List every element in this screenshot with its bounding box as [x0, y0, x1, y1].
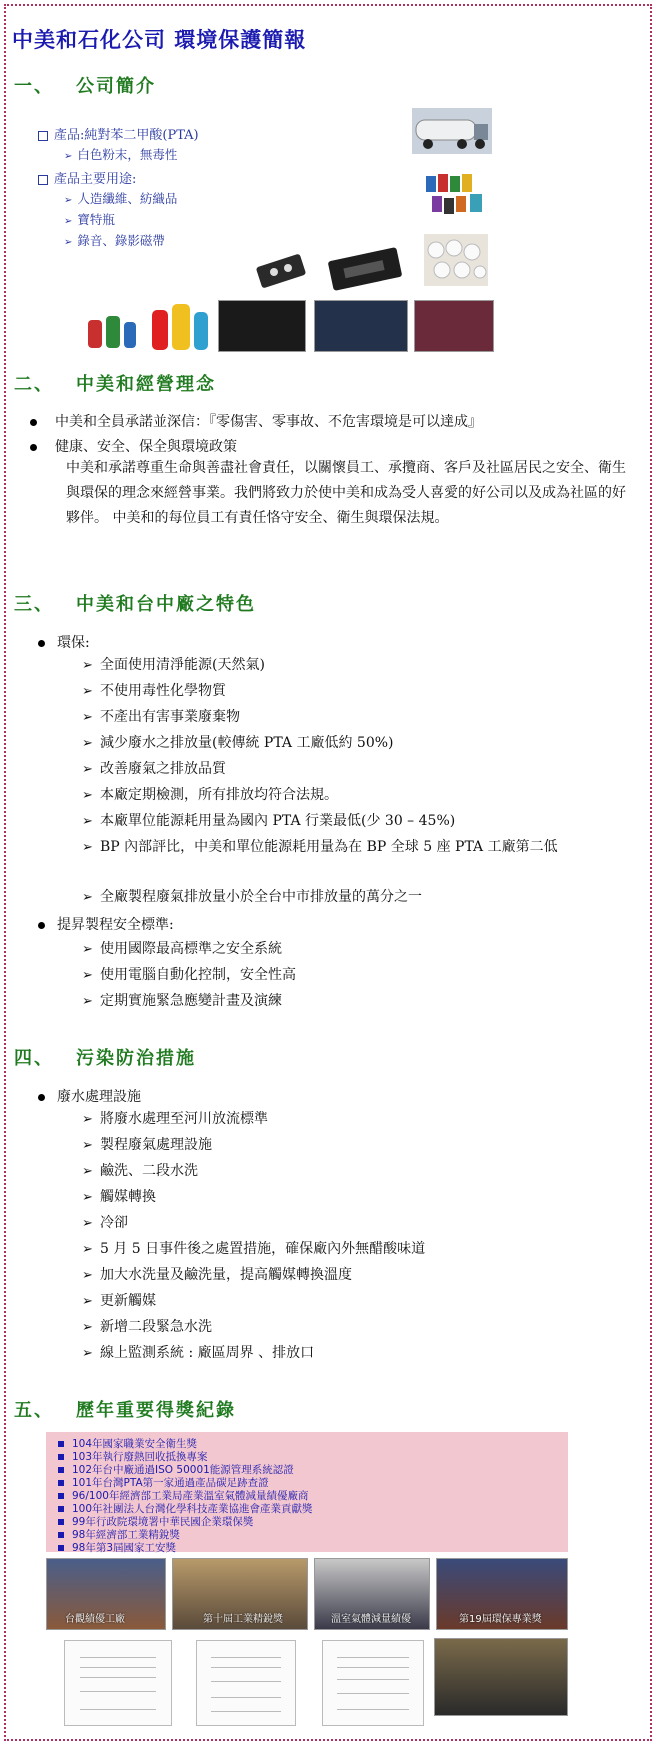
page-title: 中美和石化公司 環境保護簡報 — [12, 27, 307, 52]
feature-item: ➢ 不產出有害事業廢棄物 — [82, 706, 642, 729]
philosophy-paragraph: 中美和承諾尊重生命與善盡社會責任，以關懷員工、承攬商、客戶及社區居民之安全、衛生與環保的理念來經營事業。我們將致力於使中美和成為受人喜愛的好公司以及成為社區的好夥伴。 中美和的每位員工有責任恪守安全、衛生與環保法規。 — [66, 460, 626, 526]
intro-product-sub: ➢ 白色粉末，無毒性 — [64, 147, 178, 162]
arrow-bullet-icon: ➢ — [82, 840, 93, 855]
arrow-bullet-icon: ➢ — [64, 151, 73, 162]
philosophy-bullet: 健康、安全、保全與環境政策 — [30, 436, 237, 456]
arrow-bullet-icon: ➢ — [82, 1320, 93, 1335]
award-photo: 第十屆工業精銳獎 — [172, 1558, 308, 1630]
arrow-bullet-icon: ➢ — [82, 1216, 93, 1231]
tanker-truck-image — [412, 108, 492, 154]
pollution-item: ➢ 將廢水處理至河川放流標準 — [82, 1108, 642, 1131]
philosophy-bullet: 中美和全員承諾並深信：『零傷害、零事故、不危害環境是可以達成』 — [30, 411, 482, 431]
award-item: 102年台中廠通過ISO 50001能源管理系統認證 — [58, 1462, 294, 1477]
intro-use-item: ➢ 寶特瓶 — [64, 212, 115, 227]
arrow-bullet-icon: ➢ — [82, 736, 93, 751]
award-item: 100年社團法人台灣化學科技產業協進會產業貢獻獎 — [58, 1501, 313, 1516]
arrow-bullet-icon: ➢ — [64, 237, 73, 248]
pollution-item: ➢ 更新觸媒 — [82, 1290, 642, 1313]
certificate-image — [196, 1640, 296, 1726]
features-env-title: 環保: — [38, 632, 90, 652]
award-photo: 第19屆環保專業獎 — [436, 1558, 568, 1630]
ceremony-photo — [434, 1638, 568, 1716]
plastic-toys-image — [80, 298, 142, 352]
arrow-bullet-icon: ➢ — [82, 994, 93, 1009]
award-item: 101年台灣PTA第一家通過產品碳足跡查證 — [58, 1475, 269, 1490]
electronics-image — [218, 300, 306, 352]
arrow-bullet-icon: ➢ — [82, 1112, 93, 1127]
arrow-bullet-icon: ➢ — [82, 1138, 93, 1153]
square-bullet-icon — [38, 131, 48, 141]
videotape-image — [322, 246, 408, 292]
arrow-bullet-icon: ➢ — [64, 195, 73, 206]
intro-use-item: ➢ 錄音、錄影磁帶 — [64, 233, 165, 248]
arrow-bullet-icon: ➢ — [82, 1164, 93, 1179]
pollution-item: ➢ 5 月 5 日事件後之處置措施，確保廠內外無醋酸味道 — [82, 1238, 642, 1261]
arrow-bullet-icon: ➢ — [82, 658, 93, 673]
feature-item: ➢ 全面使用清淨能源(天然氣) — [82, 654, 642, 677]
award-item: 103年執行廢熱回收抵換專案 — [58, 1449, 208, 1464]
safety-item: ➢ 使用國際最高標準之安全系統 — [82, 938, 642, 961]
award-item: 98年經濟部工業精銳獎 — [58, 1527, 180, 1542]
pollution-item: ➢ 新增二段緊急水洗 — [82, 1316, 642, 1339]
award-photo: 溫室氣體減量績優 — [314, 1558, 430, 1630]
feature-item: ➢ 本廠定期檢測，所有排放均符合法規。 — [82, 784, 642, 807]
pollution-item: ➢ 加大水洗量及鹼洗量，提高觸媒轉換溫度 — [82, 1264, 642, 1287]
certificate-image — [322, 1640, 424, 1726]
cassette-tape-image — [254, 252, 308, 290]
feature-item: ➢ 減少廢水之排放量(較傳統 PTA 工廠低約 50%) — [82, 732, 642, 755]
fiber-spools-image — [414, 300, 494, 352]
section-heading-5: 五、 歷年重要得獎紀錄 — [14, 1400, 236, 1421]
certificate-image — [64, 1640, 172, 1726]
award-item: 96/100年經濟部工業局產業溫室氣體減量績優廠商 — [58, 1488, 308, 1503]
award-photo: 台觀績優工廠 — [46, 1558, 166, 1630]
arrow-bullet-icon: ➢ — [82, 814, 93, 829]
arrow-bullet-icon: ➢ — [82, 1242, 93, 1257]
intro-uses-title: 產品主要用途: — [38, 168, 136, 187]
arrow-bullet-icon: ➢ — [82, 1346, 93, 1361]
intro-product: 產品:純對苯二甲酸(PTA) — [38, 124, 199, 143]
feature-item: ➢ 改善廢氣之排放品質 — [82, 758, 642, 781]
arrow-bullet-icon: ➢ — [82, 968, 93, 983]
pollution-item: ➢ 觸媒轉換 — [82, 1186, 642, 1209]
arrow-bullet-icon: ➢ — [82, 788, 93, 803]
section-heading-1: 一、 公司簡介 — [14, 76, 156, 97]
feature-item: ➢ BP 內部評比，中美和單位能源耗用量為在 BP 全球 5 座 PTA 工廠第二低 — [82, 836, 637, 859]
pollution-item: ➢ 鹼洗、二段水洗 — [82, 1160, 642, 1183]
arrow-bullet-icon: ➢ — [82, 1294, 93, 1309]
feature-item: ➢ 本廠單位能源耗用量為國內 PTA 行業最低(少 30 – 45%) — [82, 810, 642, 833]
section-heading-4: 四、 污染防治措施 — [14, 1048, 196, 1069]
arrow-bullet-icon: ➢ — [82, 942, 93, 957]
pollution-item: ➢ 線上監測系統 : 廠區周界 、排放口 — [82, 1342, 642, 1365]
feature-item: ➢ 不使用毒性化學物質 — [82, 680, 642, 703]
arrow-bullet-icon: ➢ — [82, 762, 93, 777]
safety-item: ➢ 定期實施緊急應變計畫及演練 — [82, 990, 642, 1013]
award-item: 98年第3屆國家工安獎 — [58, 1540, 176, 1555]
bottles-display-image — [314, 300, 408, 352]
award-item: 104年國家職業安全衛生獎 — [58, 1436, 197, 1451]
arrow-bullet-icon: ➢ — [82, 1190, 93, 1205]
yarn-cones-image — [424, 234, 488, 286]
arrow-bullet-icon: ➢ — [82, 684, 93, 699]
pollution-title: 廢水處理設施 — [38, 1086, 141, 1106]
arrow-bullet-icon: ➢ — [64, 216, 73, 227]
section-heading-3: 三、 中美和台中廠之特色 — [14, 594, 256, 615]
pollution-item: ➢ 製程廢氣處理設施 — [82, 1134, 642, 1157]
square-bullet-icon — [38, 175, 48, 185]
features-safety-title: 提昇製程安全標準: — [38, 914, 174, 934]
pollution-item: ➢ 冷卻 — [82, 1212, 642, 1235]
section-heading-2: 二、 中美和經營理念 — [14, 374, 216, 395]
safety-item: ➢ 使用電腦自動化控制，安全性高 — [82, 964, 642, 987]
arrow-bullet-icon: ➢ — [82, 710, 93, 725]
award-item: 99年行政院環境署中華民國企業環保獎 — [58, 1514, 253, 1529]
thread-spools-image — [422, 170, 488, 218]
intro-use-item: ➢ 人造纖維、紡織品 — [64, 191, 178, 206]
arrow-bullet-icon: ➢ — [82, 890, 93, 905]
arrow-bullet-icon: ➢ — [82, 1268, 93, 1283]
feature-item: ➢ 全廠製程廢氣排放量小於全台中市排放量的萬分之一 — [82, 886, 642, 909]
pet-bottles-image — [146, 296, 214, 354]
